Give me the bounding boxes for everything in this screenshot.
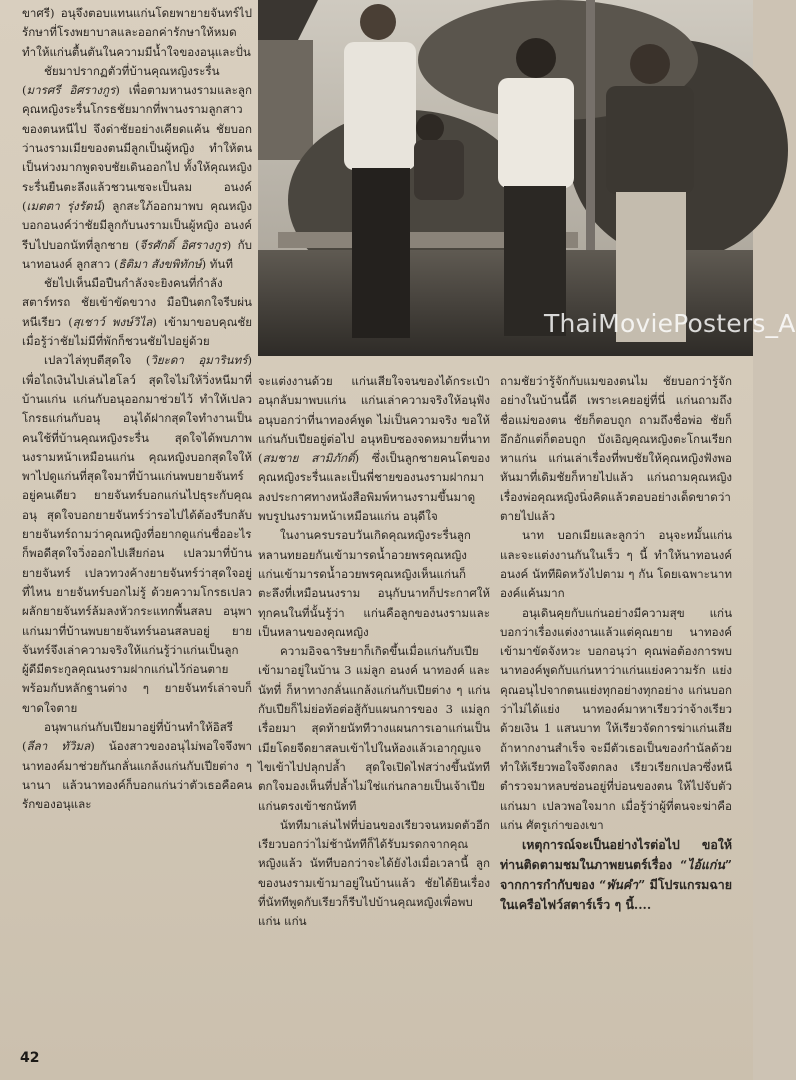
text-column-2 bbox=[258, 372, 490, 932]
text-column-1 bbox=[22, 4, 252, 814]
actor-name: จีรศักดิ์ อิศรางกูร bbox=[139, 237, 227, 252]
movie-title: ไอ้แก่น bbox=[687, 857, 725, 873]
paragraph: ในงานครบรอบวันเกิดคุณหญิงระรื่นลูกหลานทยอยกันเข้ามารดน้ำอวยพรคุณหญิง แก่นเข้ามารดน้ำอวยพรคุณหญิงเห็นแก่นก็ตะลึงที่เหมือนนงราม อนุกับนาทก็ประกาศให้ทุกคนในที่นั้นรู้ว่า แก่นคือลูกของนงรามและเป็นหลานของคุณหญิง bbox=[258, 528, 490, 639]
text-span: เหตุการณ์จะเป็นอย่างไรต่อไป ขอให้ท่านติดตามชมในภาพยนตร์เรื่อง “ bbox=[500, 837, 732, 873]
text-span: ชัยไปเห็นมือปืนกำลังจะยิงคนที่กำลังสตาร์ทรถ ชัยเข้าขัดขวาง มือปืนตกใจรีบผ่นหนีเรียว ( bbox=[22, 276, 252, 329]
text-span: ) ทันที bbox=[201, 256, 233, 271]
text-span: ) เพื่อไถเงินไปเล่นไฮโลว์ สุดใจไม่ให้วิ่งหนีมาที่บ้านแก่น แก่นกับอนุออกมาช่วยไว้ ทำให้เปลวโกรธแก่นกับอนุ อนุได้ฝากสุดใจทำงานเป็นคนใช้ที่บ้านคุณหญิงระรื่น สุดใจได้พบภาพนงรามหน้าเหมือนแก่น คุณหญิงบอกสุดใจให้พาไปดูแก่นที่สุดใจมาที่บ้านแก่นพบยายจันทร์อยู่คนเดียว ยายจันทร์บอกแก่นไปธุระกับคุณอนุ สุดใจบอกยายจันทร์ว่ารอไปได้ต้องรีบกลับ ยายจันทร์ถามว่าคุณหญิงที่อยากดูแก่นชื่ออะไร ก็พอดีสุดใจวิ่งออกไปเสียก่อน เปลวมาที่บ้านยายจันทร์ เปลวทวงค้างยายจันทร์ว่าสุดใจอยู่ที่ไหน ยายจันทร์บอกไม่รู้ ด้วยความโกรธเปลวผลักยายจันทร์ล้มลงหัวกระแทกพื้นสลบ อนุพาแก่นมาที่บ้านพบยายจันทร์นอนสลบอยู่ ยายจันทร์จึงเล่าความจริงให้แก่นรู้ว่าแก่นเป็นลูกผู้ดีมีตระกูลคุณนงรามฝากแก่นไว้ก่อนตายพร้อมกับหลักฐานต่าง ๆ ยายจันทร์เล่าจบก็ขาดใจตาย bbox=[22, 353, 252, 715]
page-number: 42 bbox=[20, 1050, 40, 1066]
actor-name: สุเชาว์ พงษ์วิไล bbox=[72, 314, 153, 329]
actor-name: เมตตา รุ่งรัตน์ bbox=[26, 198, 101, 213]
paragraph bbox=[22, 718, 252, 814]
text-span: ) กับนาทอนงค์ ลูกสาว ( bbox=[22, 237, 252, 271]
paragraph bbox=[258, 372, 490, 526]
text-span: ) ซึ่งเป็นลูกชายคนโตของคุณหญิงระรื่นและเป็นพี่ชายของนงรามฝากมาลงประกาศทางหนังสือพิมพ์หานงรามขึ้นมาดู พบรูปนงรามหน้าเหมือนแก่น อนุดีใจ bbox=[258, 451, 490, 524]
watermark-text: ThaiMoviePosters_A bbox=[544, 309, 796, 338]
paragraph bbox=[22, 62, 252, 274]
text-span: อนุพาแก่นกับเปียมาอยู่ที่บ้านทำให้อิสรี ( bbox=[22, 719, 234, 754]
actor-name: ธิติมา สังขพิทักษ์ bbox=[118, 256, 202, 271]
paragraph: อนุเดินคุยกับแก่นอย่างมีความสุข แก่นบอกว่าเรื่องแต่งงานแล้วแต่คุณยาย นาทองค์เข้ามาขัดจังหวะ บอกอนุว่า คุณพ่อต้องการพบ นาทองค์พูดกับแก่นหาว่าแก่นแย่งความรัก แย่งคุณอนุไปจากตนแย่งทุกอย่างทุกอย่าง แก่นบอกว่าไม่ได้แย่ง นาทองค์มาหาเรียวว่าจ้างเรียวด้วยเงิน 1 แสนบาท ให้เรียวจัดการฆ่าแก่นเสีย ถ้าหากงานสำเร็จ จะมีตัวเธอเป็นของกำนัลด้วย ทำให้เรียวพอใจจึงตกลง เรียวเรียกเปลวซึ่งหนีตำรวจมาหลบซ่อนอยู่ที่บ่อนของตน ให้ไปจับตัวแก่นมา เปลวพอใจมาก เมื่อรู้ว่าผู้ที่ตนจะฆ่าคือแก่น ศัตรูเก่าของเขา bbox=[500, 605, 732, 832]
paragraph: ขาศรี) อนุจึงตอบแทนแก่นโดยพายายจันทร์ไปรักษาที่โรงพยาบาลและออกค่ารักษาให้หมด ทำให้แก่นตื้นตันในความมีน้ำใจของอนุและปั่น bbox=[22, 6, 252, 59]
actor-name: วิยะดา อุมารินทร์ bbox=[150, 353, 248, 368]
text-span: ชัยมาปรากฏตัวที่บ้านคุณหญิงระรื่น ( bbox=[22, 63, 220, 98]
paragraph: นัททีมาเล่นไฟที่บ่อนของเรียวจนหมดตัวอีก เรียวบอกว่าไม่ช้านัททีก็ได้รับมรดกจากคุณหญิงแล้ว นัททีบอกว่าจะได้ยังไงเมื่อเวลานี้ ลูกของนงรามเข้ามาอยู่ในบ้านแล้ว ชัยได้ยินเรื่องที่นัททีพูดกับเรียวก็รีบไปบ้านคุณหญิงเพื่อพบแก่น แก่น bbox=[258, 817, 490, 929]
actor-name: สมชาย สามิภักดิ์ bbox=[262, 451, 355, 466]
paragraph: ความอิจฉาริษยาก็เกิดขึ้นเมื่อแก่นกับเปียเข้ามาอยู่ในบ้าน 3 แม่ลูก อนงค์ นาทองค์ และนัทที่ ก็หาทางกลั่นแกล้งแก่นกับเปียต่าง ๆ แก่นกับเปียก็ไม่ย่อท้อต่อสู้กับแผนการของ 3 แม่ลูกเรื่อยมา สุดท้ายนัททีวางแผนการเอาแก่นเป็นเมียโดยจีดยาสลบเข้าไปในห้องแล้วเอากุญแจไขเข้าไปปลุกปล้ำ สุดใจเปิดไฟสว่างขึ้นนัททีตกใจมองเห็นที่ปล้ำไม่ใช่แก่นกลายเป็นเจ้าเปีย แก่นตรงเข้าชกนัทที bbox=[258, 644, 490, 813]
paragraph: ถามชัยว่ารู้จักกับแมของตนไม ชัยบอกว่ารู้จักอย่างในบ้านนี้ดี เพราะเคยอยู่ที่นี่ แก่นถามถึงชื่อแม่ของตน ชัยก็ตอบถูก ถามถึงชื่อพ่อ ชัยก็อึกอักแต่ก็ตอบถูก บังเอิญคุณหญิงตะโกนเรียกหาแก่น แก่นเล่าเรื่องที่พบชัยให้คุณหญิงฟังพอหันมาที่เดิมชัยก็หายไปแล้ว แก่นถามคุณหญิงเรื่องพ่อคุณหญิงนิ่งคิดแล้วตอบอย่างเด็ดขาดว่าตายไปแล้ว bbox=[500, 374, 732, 524]
paragraph bbox=[22, 351, 252, 718]
text-span: จะแต่งงานด้วย แก่นเสียใจจนของได้กระเป๋า อนุกลับมาพบแก่น แก่นเล่าความจริงให้อนุฟังอนุบอกว่าที่นาทองค์พูด ไม่เป็นความจริง ขอให้แก่นกับเปียอยู่ต่อไป อนุหยิบซองจดหมายที่นาท ( bbox=[258, 374, 490, 466]
text-span: ) น้องสาวของอนุไม่พอใจจึงพานาทองค์มาช่วยกันกลั่นแกล้งแก่นกับเปียต่าง ๆ นานา แล้วนาทองค์ก็บอกแก่นว่าตัวเธอคือคนรักของอนุและ bbox=[22, 739, 252, 812]
text-span: ) เพื่อตามหานงรามและลูก คุณหญิงระรื่นโกรธชัยมากที่พานงรามลูกสาวของตนหนีไป จึงด่าชัยอย่างเคียดแค้น ชัยบอกว่านงรามเมียของตนมีลูกเป็นผู้หญิง ทำให้ตนเป็นห่วงมากพูดจบชัยเดินออกไป ทั้งให้คุณหญิงระรื่นยืนตะลึงแล้วชวนเซจะเป็นลม อนงค์ ( bbox=[22, 83, 252, 213]
movie-still-photo bbox=[258, 0, 796, 356]
text-span: ) เข้ามาขอบคุณชัย เมื่อรู้ว่าชัยไม่มีที่พักก็ชวนชัยไปอยู่ด้วย bbox=[22, 314, 252, 349]
text-span: เปลวไล่ทุบตีสุดใจ ( bbox=[44, 353, 151, 368]
text-span: ” จากการกำกับของ “ bbox=[500, 857, 732, 893]
text-span: ) ลูกสะใภ้ออกมาพบ คุณหญิงบอกอนงค์ว่าชัยมีลูกกับนงรามเป็นผู้หญิง อนงค์รีบไปบอกนัทที่ลูกชาย ( bbox=[22, 198, 252, 252]
photo-illustration bbox=[258, 0, 753, 356]
closing-paragraph bbox=[500, 835, 732, 915]
paragraph bbox=[22, 274, 252, 351]
actor-name: ลีลา ทัวิมล bbox=[26, 739, 91, 754]
text-span: ” มีโปรแกรมฉายในเครือไฟว์สตาร์เร็ว ๆ นี้.... bbox=[500, 877, 732, 913]
actor-name: มารศรี อิศรางกูร bbox=[26, 83, 116, 98]
paragraph: นาท บอกเมียและลูกว่า อนุจะหมั้นแก่นและจะแต่งงานกันในเร็ว ๆ นี้ ทำให้นาทอนงค์ อนงค์ นัททีผิดหวังไปตาม ๆ กัน โดยเฉพาะนาทองค์แค้นมาก bbox=[500, 528, 732, 601]
text-column-3 bbox=[500, 372, 732, 915]
director-name: พันคำ bbox=[606, 877, 639, 893]
